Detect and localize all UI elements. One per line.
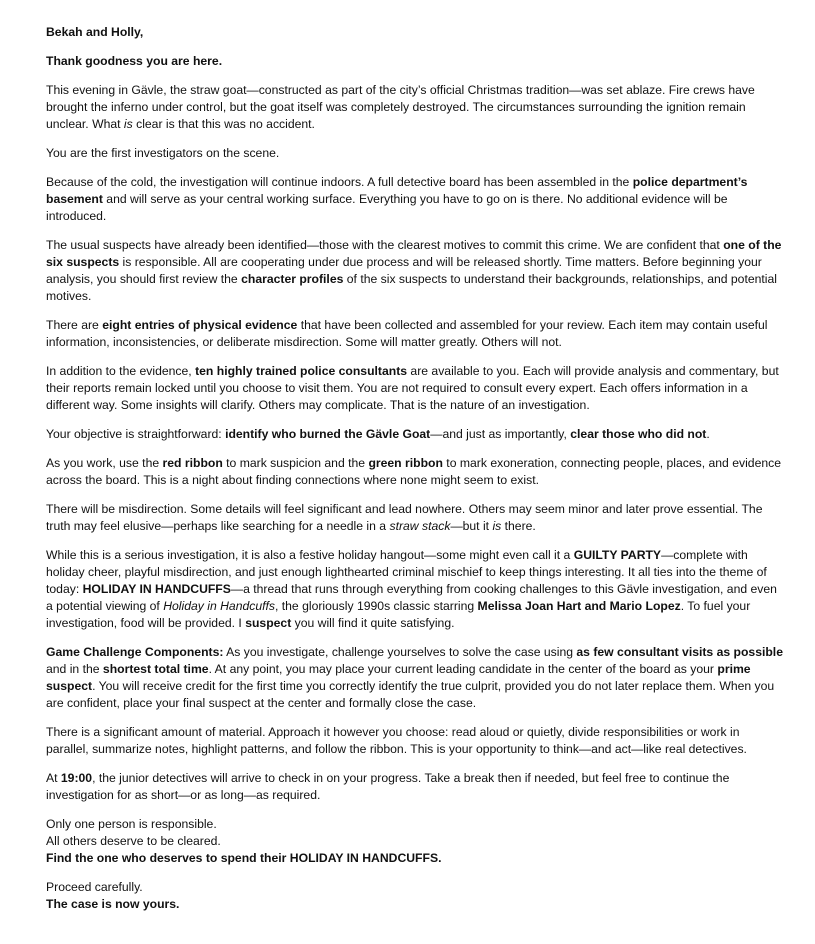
paragraph-game-challenge: Game Challenge Components: As you investigate, challenge yourselves to solve the case using as few consultant visits as possible and in the shortest total time. At any point, you may place your current leading candidate in the center of the board as your prime suspect. You will receive credit for the first time you correctly identify the true culprit, provided you do not later replace them. When you are confident, place your final suspect at the center and formally close the case. [46,645,783,710]
paragraph-incident: This evening in Gävle, the straw goat—constructed as part of the city’s official Christmas tradition—was set ablaze. Fire crews have brought the inferno under control, but the goat itself was completely destroyed. The circumstances surrounding the ignition remain unclear. What is clear is that this was no accident. [46,83,755,131]
paragraph-misdirection: There will be misdirection. Some details will feel significant and lead nowhere. Others may seem minor and later prove essential. The truth may feel elusive—perhaps like searching for a needle in a straw stack—but it is there. [46,502,763,533]
paragraph-objective: Your objective is straightforward: identify who burned the Gävle Goat—and just as importantly, clear those who did not. [46,427,710,441]
paragraph-consultants: In addition to the evidence, ten highly trained police consultants are available to you. Each will provide analysis and commentary, but their reports remain locked until you choose to visit them. You are not required to consult every expert. Each offers information in a different way. Some insights will clarify. Others may complicate. That is the nature of an investigation. [46,364,779,412]
salutation: Bekah and Holly, [46,25,144,39]
paragraph-holiday-theme: While this is a serious investigation, it is also a festive holiday hangout—some might even call it a GUILTY PARTY—complete with holiday cheer, playful misdirection, and just enough lighthearted criminal mischief to keep things interesting. It all ties into the theme of today: HOLIDAY IN HANDCUFFS—a thread that runs through everything from cooking challenges to this Gävle investigation, and even a potential viewing of Holiday in Handcuffs, the gloriously 1990s classic starring Melissa Joan Hart and Mario Lopez. To fuel your investigation, food will be provided. I suspect you will find it quite satisfying. [46,548,777,630]
greeting: Thank goodness you are here. [46,54,223,68]
paragraph-first-investigators: You are the first investigators on the scene. [46,146,280,160]
paragraph-approach: There is a significant amount of material. Approach it however you choose: read aloud or quietly, divide responsibilities or work in parallel, summarize notes, highlight patterns, and follow the ribbon. This is your opportunity to think—and act—like real detectives. [46,725,747,756]
closing-signoff: Proceed carefully. The case is now yours. [46,880,180,911]
paragraph-ribbons: As you work, use the red ribbon to mark suspicion and the green ribbon to mark exoneration, connecting people, places, and evidence across the board. This is a night about finding connections where none might seem to exist. [46,456,782,487]
paragraph-detective-board: Because of the cold, the investigation will continue indoors. A full detective board has been assembled in the police department’s basement and will serve as your central working surface. Everything you have to go on is there. No additional evidence will be introduced. [46,175,748,223]
paragraph-check-in: At 19:00, the junior detectives will arrive to check in on your progress. Take a break then if needed, but feel free to continue the investigation for as short—or as long—as required. [46,771,730,802]
paragraph-evidence: There are eight entries of physical evidence that have been collected and assembled for your review. Each item may contain useful information, inconsistencies, or deliberate misdirection. Some will matter greatly. Others will not. [46,318,768,349]
paragraph-suspects: The usual suspects have already been identified—those with the clearest motives to commit this crime. We are confident that one of the six suspects is responsible. All are cooperating under due process and will be released shortly. Time matters. Before beginning your analysis, you should first review the character profiles of the six suspects to understand their backgrounds, relationships, and potential motives. [46,238,782,303]
closing-responsible: Only one person is responsible. All others deserve to be cleared. Find the one who deserves to spend their HOLIDAY IN HANDCUFFS. [46,817,442,865]
